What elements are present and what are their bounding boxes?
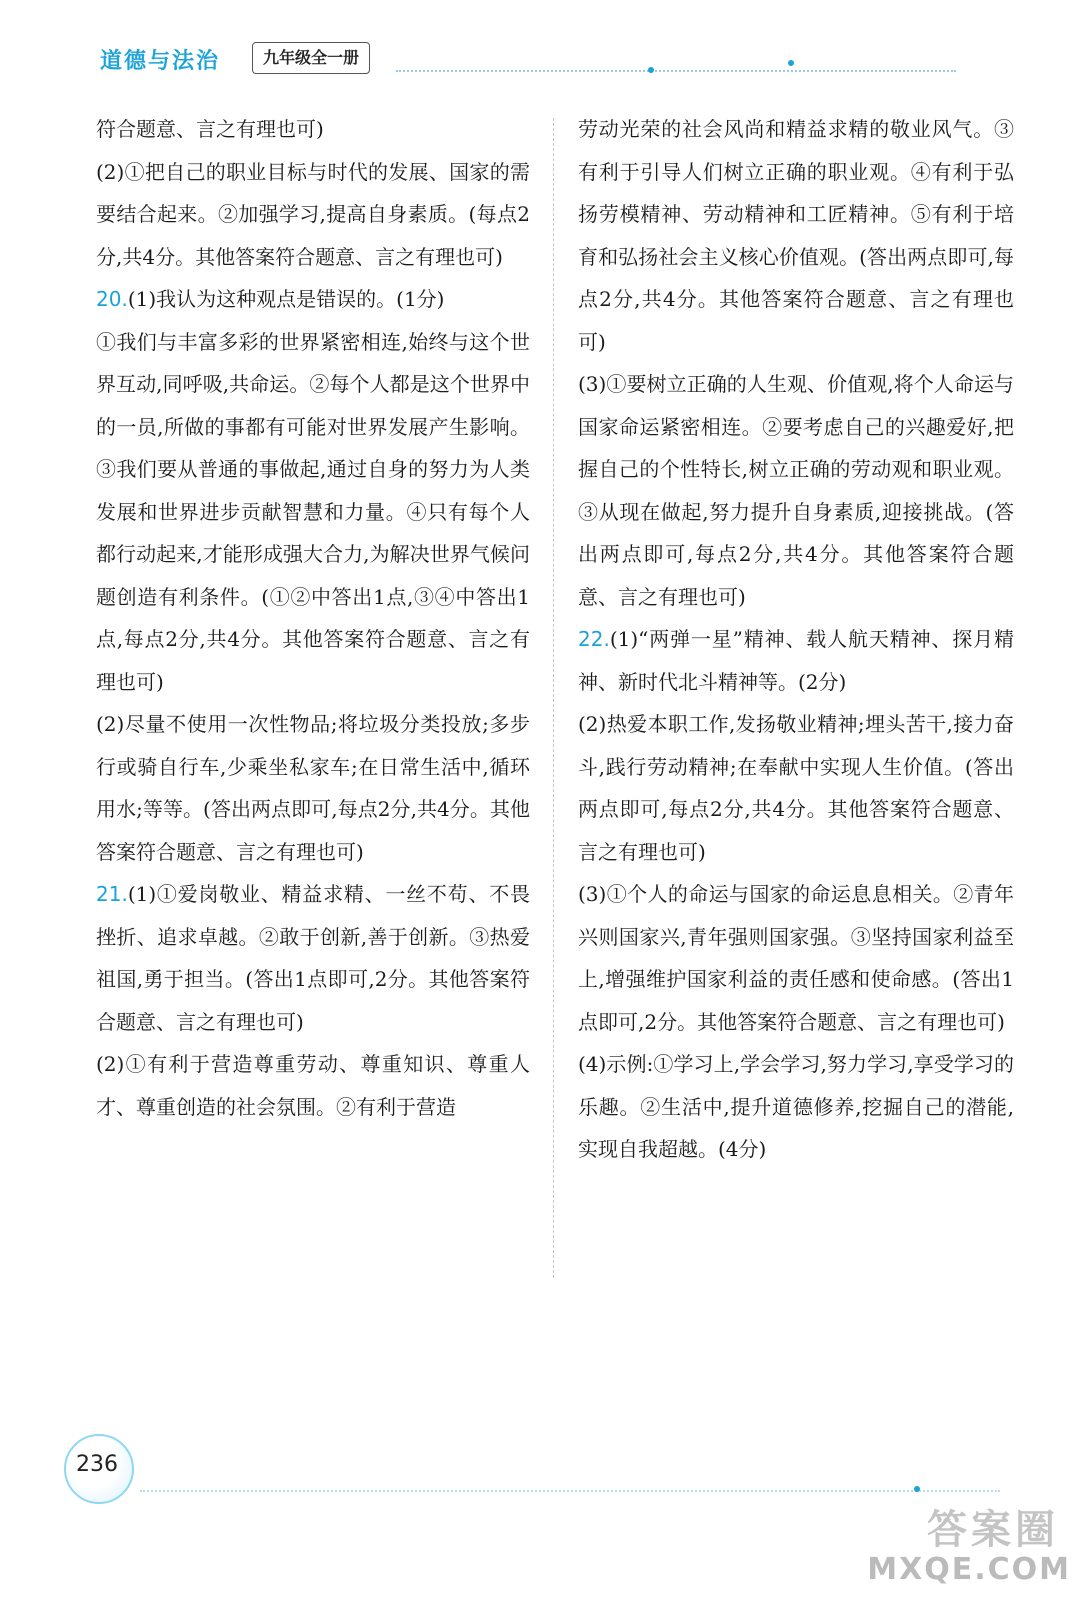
page-number: 236 [76, 1452, 118, 1477]
watermark-text: MXQE.COM [867, 1552, 1071, 1587]
left-column [96, 108, 530, 1128]
watermark-logo: 答案圈 [927, 1507, 1059, 1553]
paragraph: (1)①爱岗敬业、精益求精、一丝不苟、不畏挫折、追求卓越。②敢于创新,善于创新。③热爱祖国,勇于担当。(答出1点即可,2分。其他答案符合题意、言之有理也可) [96, 882, 530, 1034]
question-22 [578, 618, 1014, 703]
question-number: 22. [578, 627, 610, 651]
right-column [578, 108, 1014, 1171]
paragraph: (4)示例:①学习上,学会学习,努力学习,享受学习的乐趣。②生活中,提升道德修养,挖掘自己的潜能,实现自我超越。(4分) [578, 1052, 1014, 1161]
footer-dot [914, 1486, 920, 1492]
paragraph: (2)①有利于营造尊重劳动、尊重知识、尊重人才、尊重创造的社会氛围。②有利于营造 [96, 1052, 530, 1119]
paragraph: (2)热爱本职工作,发扬敬业精神;埋头苦干,接力奋斗,践行劳动精神;在奉献中实现人生价值。(答出两点即可,每点2分,共4分。其他答案符合题意、言之有理也可) [578, 712, 1014, 864]
question-20 [96, 278, 530, 321]
grade-label: 九年级全一册 [252, 42, 370, 74]
paragraph: ①我们与丰富多彩的世界紧密相连,始终与这个世界互动,同呼吸,共命运。②每个人都是这个世界中的一员,所做的事都有可能对世界发展产生影响。③我们要从普通的事做起,通过自身的努力为人类发展和世界进步贡献智慧和力量。④只有每个人都行动起来,才能形成强大合力,为解决世界气候问题创造有利条件。(①②中答出1点,③④中答出1点,每点2分,共4分。其他答案符合题意、言之有理也可) [96, 329, 530, 694]
paragraph: 劳动光荣的社会风尚和精益求精的敬业风气。③有利于引导人们树立正确的职业观。④有利于弘扬劳模精神、劳动精神和工匠精神。⑤有利于培育和弘扬社会主义核心价值观。(答出两点即可,每点2分,共4分。其他答案符合题意、言之有理也可) [578, 117, 1014, 354]
question-number: 21. [96, 882, 128, 906]
paragraph: (1)“两弹一星”精神、载人航天精神、探月精神、新时代北斗精神等。(2分) [578, 627, 1014, 694]
paragraph: 符合题意、言之有理也可) [96, 117, 324, 141]
header-dotted-rule [396, 70, 956, 72]
paragraph: (3)①个人的命运与国家的命运息息相关。②青年兴则国家兴,青年强则国家强。③坚持国家利益至上,增强维护国家利益的责任感和使命感。(答出1点即可,2分。其他答案符合题意、言之有理也可) [578, 882, 1014, 1034]
paragraph: (2)①把自己的职业目标与时代的发展、国家的需要结合起来。②加强学习,提高自身素质。(每点2分,共4分。其他答案符合题意、言之有理也可) [96, 159, 530, 269]
paragraph: (2)尽量不使用一次性物品;将垃圾分类投放;多步行或骑自行车,少乘坐私家车;在日常生活中,循环用水;等等。(答出两点即可,每点2分,共4分。其他答案符合题意、言之有理也可) [96, 712, 530, 864]
column-divider [553, 118, 554, 1278]
header-dot-1 [648, 67, 654, 73]
page-header [100, 40, 980, 84]
footer-dotted-rule [140, 1490, 1000, 1492]
question-number: 20. [96, 287, 128, 311]
header-dot-2 [788, 60, 794, 66]
paragraph: (1)我认为这种观点是错误的。(1分) [127, 287, 445, 311]
paragraph: (3)①要树立正确的人生观、价值观,将个人命运与国家命运紧密相连。②要考虑自己的兴趣爱好,把握自己的个性特长,树立正确的劳动观和职业观。③从现在做起,努力提升自身素质,迎接挑战。(答出两点即可,每点2分,共4分。其他答案符合题意、言之有理也可) [578, 372, 1014, 609]
subject-title: 道德与法治 [100, 49, 221, 74]
question-21 [96, 873, 530, 1043]
